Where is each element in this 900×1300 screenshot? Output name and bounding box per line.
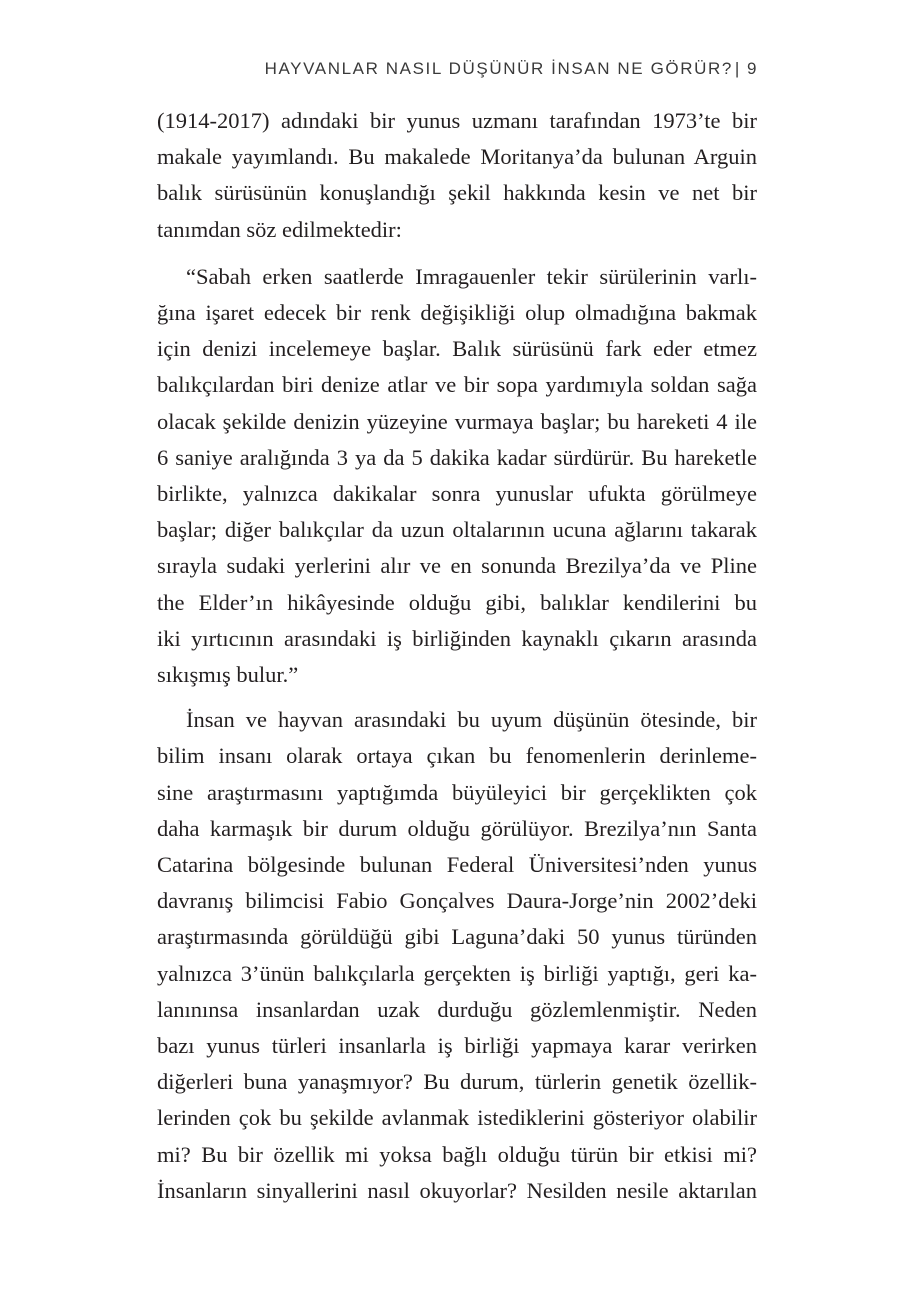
text-line: bazı yunus türleri insanlarla iş birliği yapmaya karar verirken bbox=[157, 1033, 757, 1059]
text-line: iki yırtıcının arasındaki iş birliğinden kaynaklı çıkarın arasında bbox=[157, 625, 757, 651]
text-line: lanınınsa insanlardan uzak durduğu gözlemlenmiştir. Neden bbox=[157, 996, 757, 1022]
text-line: davranış bilimcisi Fabio Gonçalves Daura-Jorge’nin 2002’deki bbox=[157, 888, 757, 914]
text-line: bilim insanı olarak ortaya çıkan bu fenomenlerin derinleme- bbox=[157, 743, 757, 769]
text-line: yalnızca 3’ünün balıkçılarla gerçekten iş birliği yaptığı, geri ka- bbox=[157, 960, 757, 986]
text-line: birlikte, yalnızca dakikalar sonra yunuslar ufukta görülmeye bbox=[157, 481, 757, 507]
text-line: daha karmaşık bir durum olduğu görülüyor. Brezilya’nın Santa bbox=[157, 815, 757, 841]
text-line: (1914-2017) adındaki bir yunus uzmanı tarafından 1973’te bir bbox=[157, 108, 757, 133]
text-line: lerinden çok bu şekilde avlanmak istediklerini gösteriyor olabilir bbox=[157, 1105, 757, 1131]
text-line: ğına işaret edecek bir renk değişikliği olup olmadığına bakmak bbox=[157, 300, 757, 326]
running-title: HAYVANLAR NASIL DÜŞÜNÜR İNSAN NE GÖRÜR? bbox=[264, 59, 733, 78]
running-header bbox=[265, 59, 758, 79]
text-line: Catarina bölgesinde bulunan Federal Üniversitesi’nden yunus bbox=[157, 852, 757, 878]
text-line: araştırmasında görüldüğü gibi Laguna’daki 50 yunus türünden bbox=[157, 924, 757, 950]
text-line: başlar; diğer balıkçılar da uzun oltalarının ucuna ağlarını takarak bbox=[157, 517, 757, 543]
text-line: balıkçılardan biri denize atlar ve bir sopa yardımıyla soldan sağa bbox=[157, 372, 757, 398]
text-line: makale yayımlandı. Bu makalede Moritanya’da bulunan Arguin bbox=[157, 144, 757, 170]
paragraph-intro bbox=[157, 103, 757, 248]
text-line: İnsanların sinyallerini nasıl okuyorlar? Nesilden nesile aktarılan bbox=[157, 1177, 757, 1203]
text-line: tanımdan söz edilmektedir: bbox=[157, 216, 402, 242]
text-line: diğerleri buna yanaşmıyor? Bu durum, türlerin genetik özellik- bbox=[157, 1069, 757, 1095]
text-line: olacak şekilde denizin yüzeyine vurmaya başlar; bu hareketi 4 ile bbox=[157, 408, 757, 434]
text-line: sine araştırmasını yaptığımda büyüleyici bir gerçeklikten çok bbox=[157, 779, 757, 805]
header-separator: | bbox=[734, 59, 741, 78]
text-line: balık sürüsünün konuşlandığı şekil hakkında kesin ve net bir bbox=[157, 180, 757, 206]
text-line: the Elder’ın hikâyesinde olduğu gibi, balıklar kendilerini bu bbox=[157, 589, 757, 615]
text-line: sırayla sudaki yerlerini alır ve en sonunda Brezilya’da ve Pline bbox=[157, 553, 757, 579]
text-line: için denizi incelemeye başlar. Balık sürüsünü fark eder etmez bbox=[157, 336, 757, 362]
text-line: sıkışmış bulur.” bbox=[157, 662, 299, 688]
paragraph-main bbox=[157, 702, 757, 1209]
page-number: 9 bbox=[746, 59, 758, 78]
paragraph-quote bbox=[157, 259, 757, 693]
text-line: İnsan ve hayvan arasındaki bu uyum düşünün ötesinde, bir bbox=[186, 707, 757, 733]
text-line: “Sabah erken saatlerde Imragauenler tekir sürülerinin varlı- bbox=[186, 263, 757, 289]
body-text bbox=[157, 103, 757, 1209]
text-line: mi? Bu bir özellik mi yoksa bağlı olduğu türün bir etkisi mi? bbox=[157, 1141, 757, 1167]
text-line: 6 saniye aralığında 3 ya da 5 dakika kadar sürdürür. Bu hareketle bbox=[157, 444, 757, 470]
